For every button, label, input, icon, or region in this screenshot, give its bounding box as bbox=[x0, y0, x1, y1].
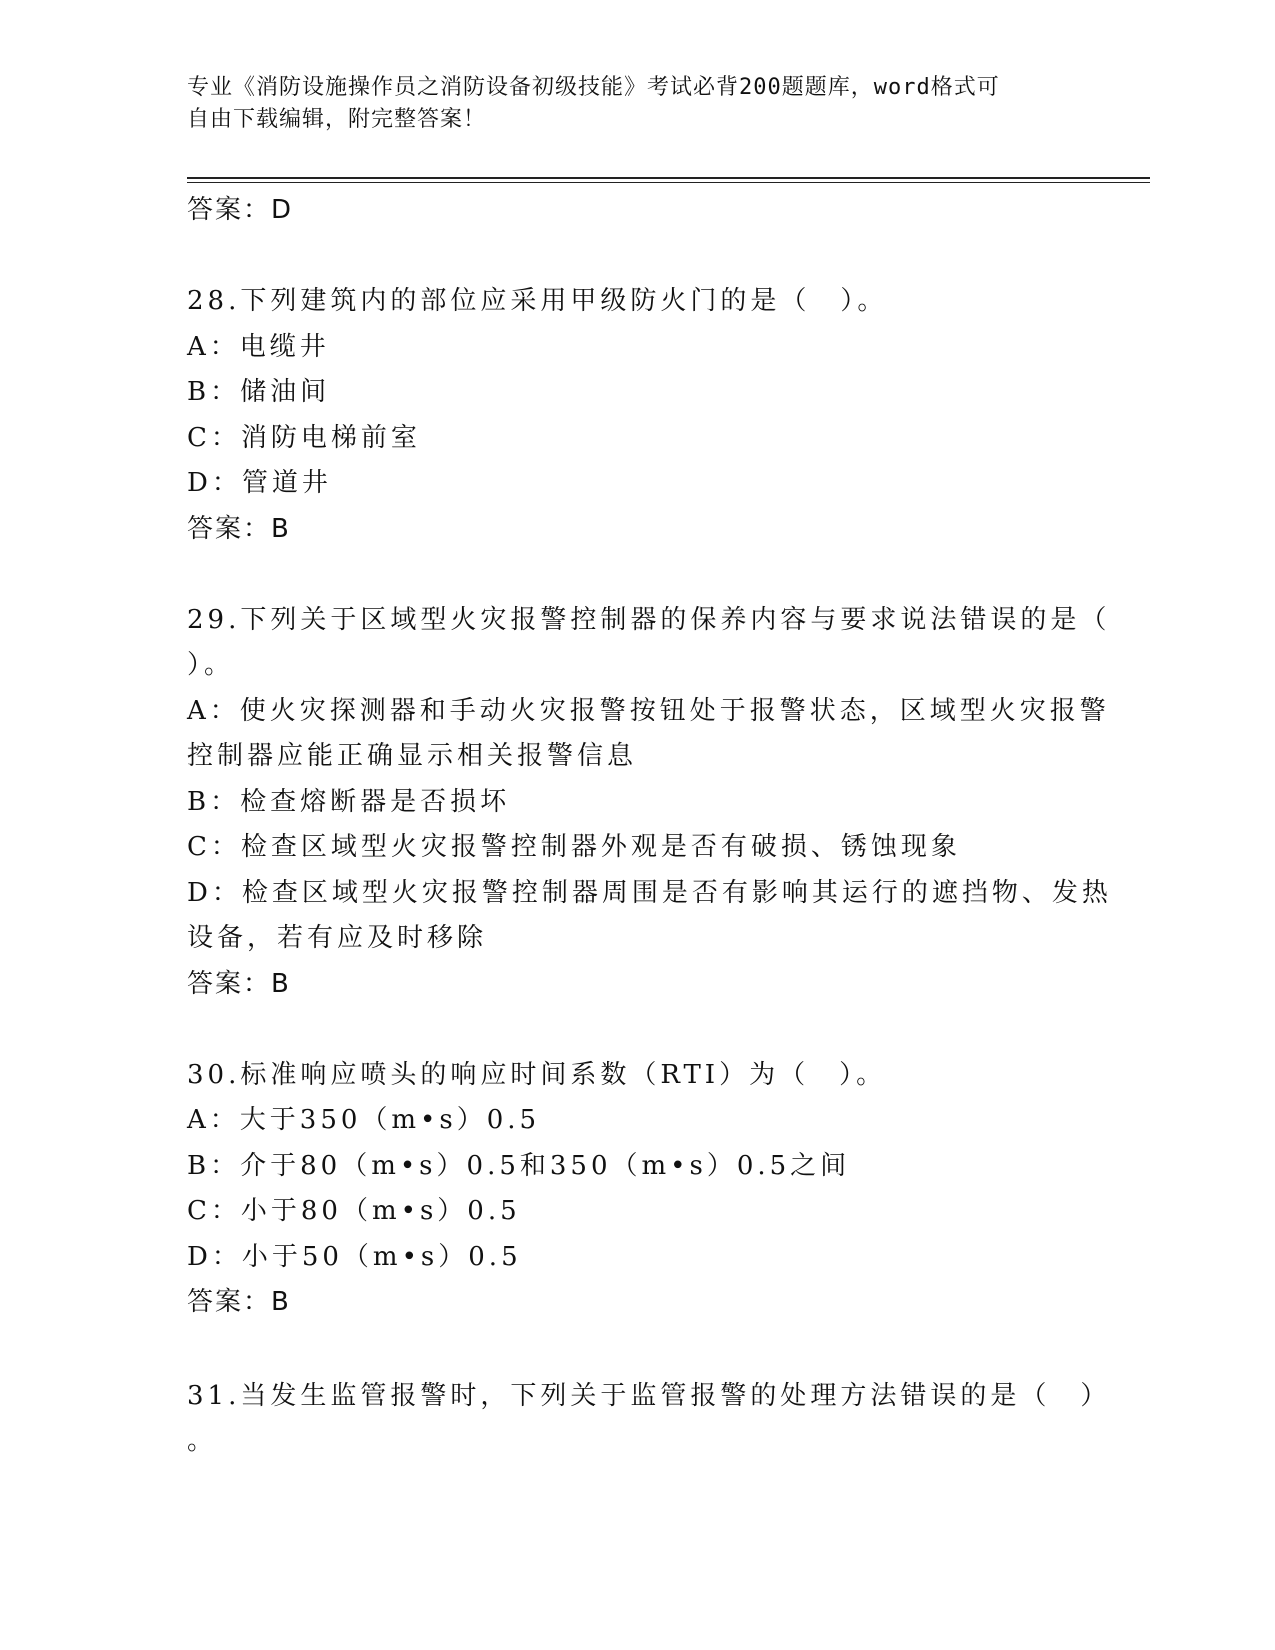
spacer bbox=[187, 234, 1087, 280]
question-stem-continued: 。 bbox=[187, 1426, 218, 1456]
option-c: C：检查区域型火灾报警控制器外观是否有破损、锈蚀现象 bbox=[187, 832, 961, 862]
spacer bbox=[187, 552, 1087, 598]
question-30 bbox=[187, 1053, 1087, 1326]
question-28 bbox=[187, 279, 1087, 552]
question-list bbox=[187, 188, 1112, 1465]
option-a: A：使火灾探测器和手动火灾报警按钮处于报警状态，区域型火灾报警 bbox=[187, 695, 1110, 726]
option-a: A：大于350（m•s）0.5 bbox=[187, 1105, 541, 1135]
previous-answer: 答案：D bbox=[187, 195, 294, 225]
question-29 bbox=[187, 598, 1112, 1008]
option-c: C：小于80（m•s）0.5 bbox=[187, 1196, 521, 1226]
header-divider-thick bbox=[187, 177, 1150, 179]
question-stem: 31.当发生监管报警时，下列关于监管报警的处理方法错误的是（ ） bbox=[187, 1380, 1111, 1411]
option-d: D：管道井 bbox=[187, 468, 332, 498]
document-header bbox=[187, 72, 1077, 136]
answer: 答案：B bbox=[187, 513, 291, 544]
option-d: D：小于50（m•s）0.5 bbox=[187, 1241, 522, 1272]
spacer bbox=[187, 1326, 1087, 1374]
header-divider-thin bbox=[187, 182, 1150, 183]
header-line-2: 自由下载编辑，附完整答案！ bbox=[187, 107, 487, 132]
question-stem: 30.标准响应喷头的响应时间系数（RTI）为（ ）。 bbox=[187, 1059, 887, 1090]
option-c: C：消防电梯前室 bbox=[187, 422, 421, 453]
option-d: D：检查区域型火灾报警控制器周围是否有影响其运行的遮挡物、发热 bbox=[187, 877, 1112, 908]
question-stem: 28.下列建筑内的部位应采用甲级防火门的是（ ）。 bbox=[187, 286, 888, 316]
option-a-continued: 控制器应能正确显示相关报警信息 bbox=[187, 741, 638, 771]
option-d-continued: 设备，若有应及时移除 bbox=[187, 923, 488, 953]
option-b: B：检查熔断器是否损坏 bbox=[187, 786, 511, 817]
question-stem-continued: ）。 bbox=[187, 650, 235, 680]
option-b: B：储油间 bbox=[187, 377, 331, 407]
header-line-1: 专业《消防设施操作员之消防设备初级技能》考试必背200题题库，word格式可 bbox=[187, 75, 1000, 100]
answer: 答案：B bbox=[187, 968, 291, 999]
option-b: B：介于80（m•s）0.5和350（m•s）0.5之间 bbox=[187, 1150, 851, 1181]
answer: 答案：B bbox=[187, 1287, 291, 1317]
question-31 bbox=[187, 1374, 1111, 1465]
spacer bbox=[187, 1007, 1087, 1053]
option-a: A：电缆井 bbox=[187, 331, 330, 362]
question-stem: 29.下列关于区域型火灾报警控制器的保养内容与要求说法错误的是（ bbox=[187, 604, 1111, 635]
